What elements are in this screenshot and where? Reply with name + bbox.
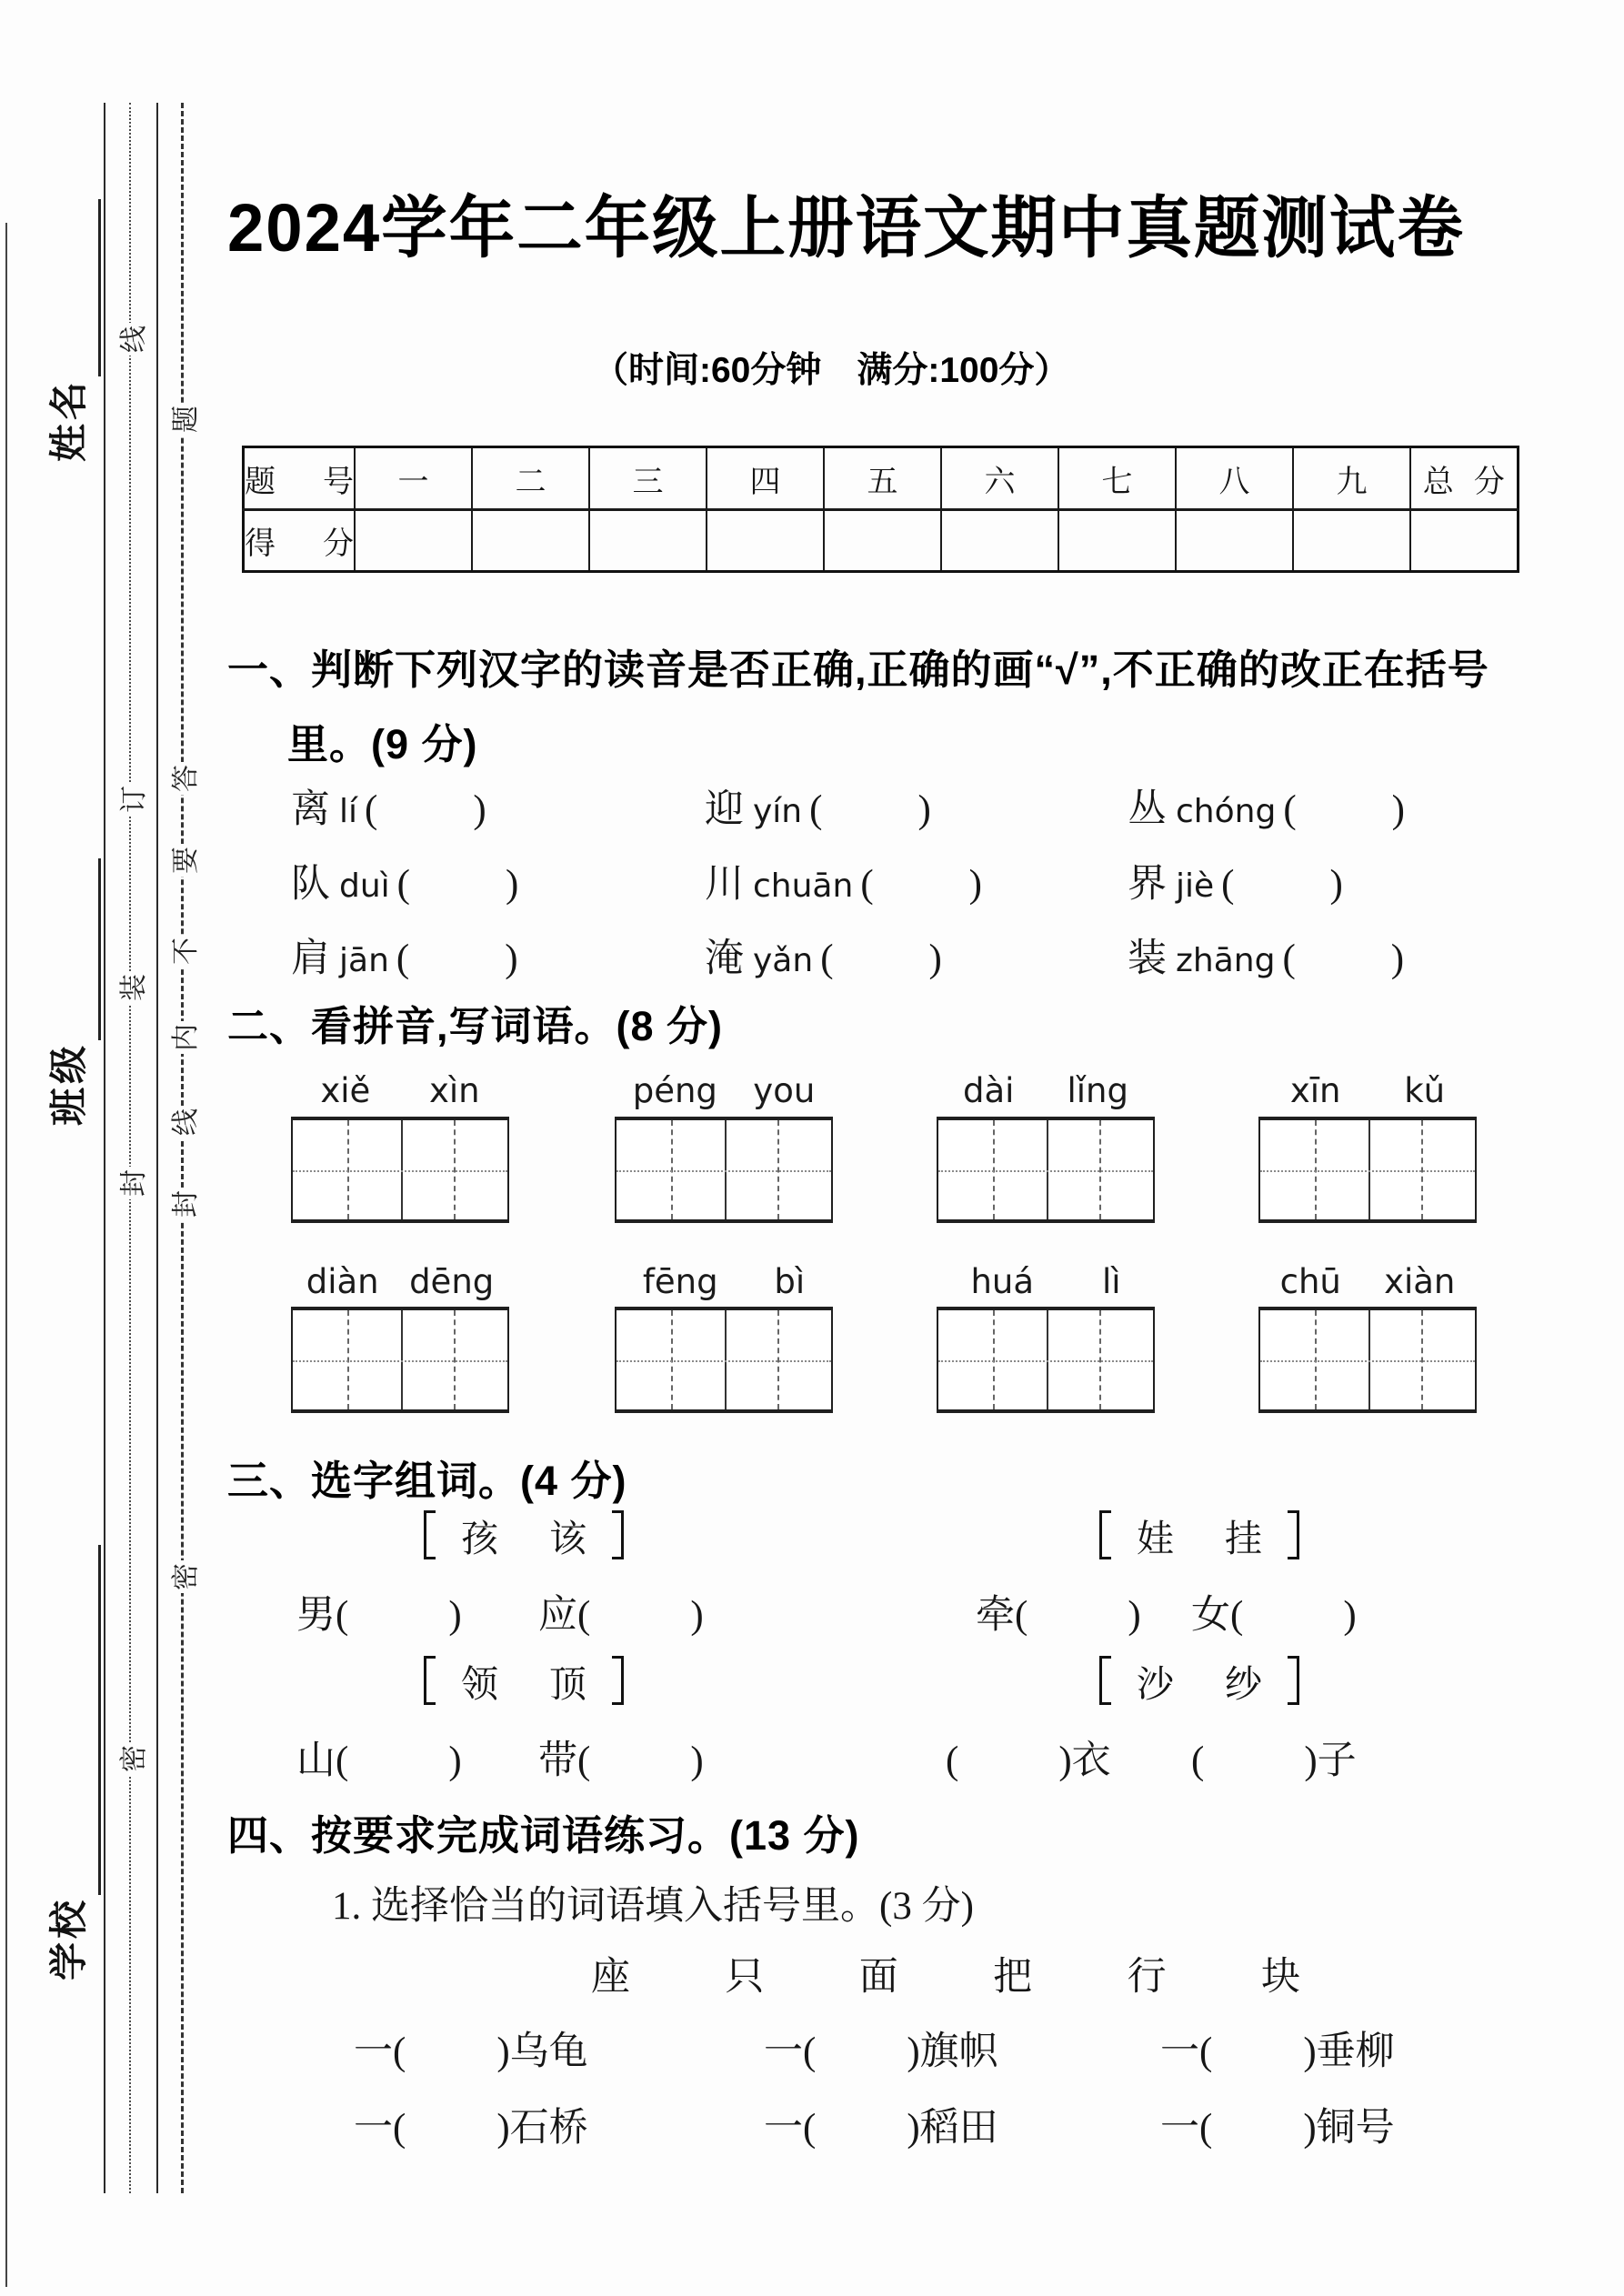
writing-grid: [937, 1307, 1155, 1413]
binding-line-char: 封: [115, 1167, 147, 1199]
name-blank-line: [62, 199, 101, 376]
col-header: 七: [1058, 447, 1176, 510]
seal-line-char: 要: [166, 844, 199, 877]
score-cell-empty: [707, 510, 824, 572]
word-bank-item: 块: [1260, 1956, 1300, 1999]
name-field: [47, 199, 93, 462]
fill-item: 一( )铜号: [1160, 2107, 1395, 2150]
school-blank-line: [62, 1545, 101, 1895]
score-cell-empty: [1058, 510, 1176, 572]
binding-line-char: 装: [115, 971, 147, 1004]
score-cell-empty: [472, 510, 589, 572]
writing-grid: [291, 1117, 509, 1223]
left-bracket-icon: [424, 1510, 436, 1559]
fill-item: 一( )旗帜: [764, 2030, 998, 2073]
section2-heading: 二、看拼音,写词语。(8 分): [227, 1003, 724, 1049]
col-header: 六: [941, 447, 1058, 510]
word-bank-item: 座: [591, 1956, 630, 1999]
word-bank-item: 把: [993, 1956, 1033, 1999]
pinyin-judge-item: 川 chuān ( ): [705, 863, 982, 906]
pinyin-judge-item: 离 lí ( ): [291, 788, 486, 831]
col-header: 三: [589, 447, 707, 510]
seal-line-char: 题: [166, 403, 199, 436]
name-label: 姓名: [49, 377, 91, 462]
binding-line-char: 密: [115, 1742, 147, 1775]
writing-grid: [1258, 1307, 1477, 1413]
seal-line-char: 内: [166, 1021, 199, 1054]
score-cell-empty: [589, 510, 707, 572]
writing-grid: [615, 1307, 833, 1413]
pinyin-label: diàn dēng: [306, 1262, 495, 1301]
pinyin-judge-item: 丛 chóng ( ): [1128, 788, 1405, 831]
writing-grid: [615, 1117, 833, 1223]
word-bank-item: 只: [725, 1956, 765, 1999]
blank-item: 女( ): [1191, 1594, 1357, 1637]
pinyin-label: fēng bì: [642, 1262, 806, 1301]
blank-item: 带( ): [538, 1740, 704, 1782]
fill-item: 一( )垂柳: [1160, 2030, 1395, 2073]
seal-line-char: 线: [166, 1106, 199, 1138]
score-table: [242, 446, 1519, 573]
score-cell-empty: [1410, 510, 1518, 572]
class-field: [47, 858, 93, 1126]
blank-item: 山( ): [296, 1740, 462, 1782]
class-label: 班级: [49, 1041, 91, 1126]
right-bracket-icon: [612, 1510, 624, 1559]
pinyin-label: chū xiàn: [1279, 1262, 1456, 1301]
binding-dotted-line: [129, 103, 131, 2193]
pinyin-judge-item: 装 zhāng ( ): [1128, 937, 1405, 980]
page-edge-line: [5, 223, 7, 2287]
col-header: 二: [472, 447, 589, 510]
writing-grid: [1258, 1117, 1477, 1223]
blank-item: ( )子: [1191, 1740, 1357, 1782]
pinyin-judge-item: 界 jiè ( ): [1128, 863, 1343, 906]
fill-item: 一( )石桥: [354, 2107, 588, 2150]
left-bracket-icon: [1099, 1656, 1111, 1705]
seal-line-char: 密: [166, 1560, 199, 1593]
col-header: 八: [1176, 447, 1293, 510]
pinyin-label: xīn kǔ: [1289, 1071, 1446, 1110]
margin-solid-line-inner: [156, 103, 158, 2193]
section4-heading: 四、按要求完成词语练习。(13 分): [227, 1812, 860, 1859]
score-cell-empty: [824, 510, 941, 572]
col-header: 五: [824, 447, 941, 510]
binding-line-char: 订: [115, 783, 147, 816]
blank-item: 应( ): [538, 1594, 704, 1637]
col-header: 九: [1293, 447, 1410, 510]
school-field: [47, 1545, 93, 1980]
margin-solid-line-outer: [104, 103, 105, 2193]
right-bracket-icon: [1288, 1510, 1299, 1559]
fill-item: 一( )乌龟: [354, 2030, 588, 2073]
pinyin-judge-item: 淹 yǎn ( ): [705, 937, 942, 980]
right-bracket-icon: [1288, 1656, 1299, 1705]
pinyin-label: xiě xìn: [320, 1071, 480, 1110]
pinyin-label: huá lì: [970, 1262, 1121, 1301]
word-bank-item: 面: [858, 1956, 898, 1999]
blank-item: ( )衣: [946, 1740, 1111, 1782]
writing-grid: [937, 1117, 1155, 1223]
pinyin-judge-item: 肩 jān ( ): [291, 937, 518, 980]
fill-item: 一( )稻田: [764, 2107, 998, 2150]
blank-item: 男( ): [296, 1594, 462, 1637]
school-label: 学校: [49, 1896, 91, 1980]
seal-line-char: 答: [166, 762, 199, 795]
time-score-subtitle: （时间:60分钟 满分:100分）: [593, 351, 1070, 390]
right-bracket-icon: [612, 1656, 624, 1705]
left-bracket-icon: [424, 1656, 436, 1705]
writing-grid: [291, 1307, 509, 1413]
section4-subitem-heading: 1. 选择恰当的词语填入括号里。(3 分): [332, 1885, 974, 1928]
option-bracket: 孩 该: [424, 1509, 624, 1560]
score-cell-empty: [355, 510, 472, 572]
section1-heading-line2: 里。(9 分): [287, 721, 478, 767]
col-header: 四: [707, 447, 824, 510]
blank-item: 牵( ): [976, 1594, 1141, 1637]
score-row-header: 得 分: [244, 510, 356, 572]
score-cell-empty: [1176, 510, 1293, 572]
word-bank-item: 行: [1127, 1956, 1167, 1999]
score-cell-empty: [1293, 510, 1410, 572]
col-header: 一: [355, 447, 472, 510]
option-bracket: 娃 挂: [1099, 1509, 1299, 1560]
option-bracket: 领 顶: [424, 1655, 624, 1706]
section3-heading: 三、选字组词。(4 分): [227, 1458, 627, 1504]
pinyin-judge-item: 迎 yín ( ): [705, 788, 931, 831]
score-cell-empty: [941, 510, 1058, 572]
class-blank-line: [62, 858, 101, 1040]
pinyin-label: péng you: [632, 1071, 816, 1110]
section1-heading-line1: 一、判断下列汉字的读音是否正确,正确的画“√”,不正确的改正在括号: [227, 647, 1489, 693]
option-bracket: 沙 纱: [1099, 1655, 1299, 1706]
page-title: 2024学年二年级上册语文期中真题测试卷: [227, 190, 1465, 266]
total-score-header: 总 分: [1410, 447, 1518, 510]
seal-line-char: 不: [166, 935, 199, 968]
left-bracket-icon: [1099, 1510, 1111, 1559]
word-bank: [591, 1946, 1300, 2001]
binding-line-char: 线: [115, 323, 147, 356]
pinyin-judge-item: 队 duì ( ): [291, 863, 519, 906]
question-number-header: 题 号: [244, 447, 356, 510]
pinyin-label: dài lǐng: [963, 1071, 1128, 1110]
seal-line-char: 封: [166, 1188, 199, 1220]
